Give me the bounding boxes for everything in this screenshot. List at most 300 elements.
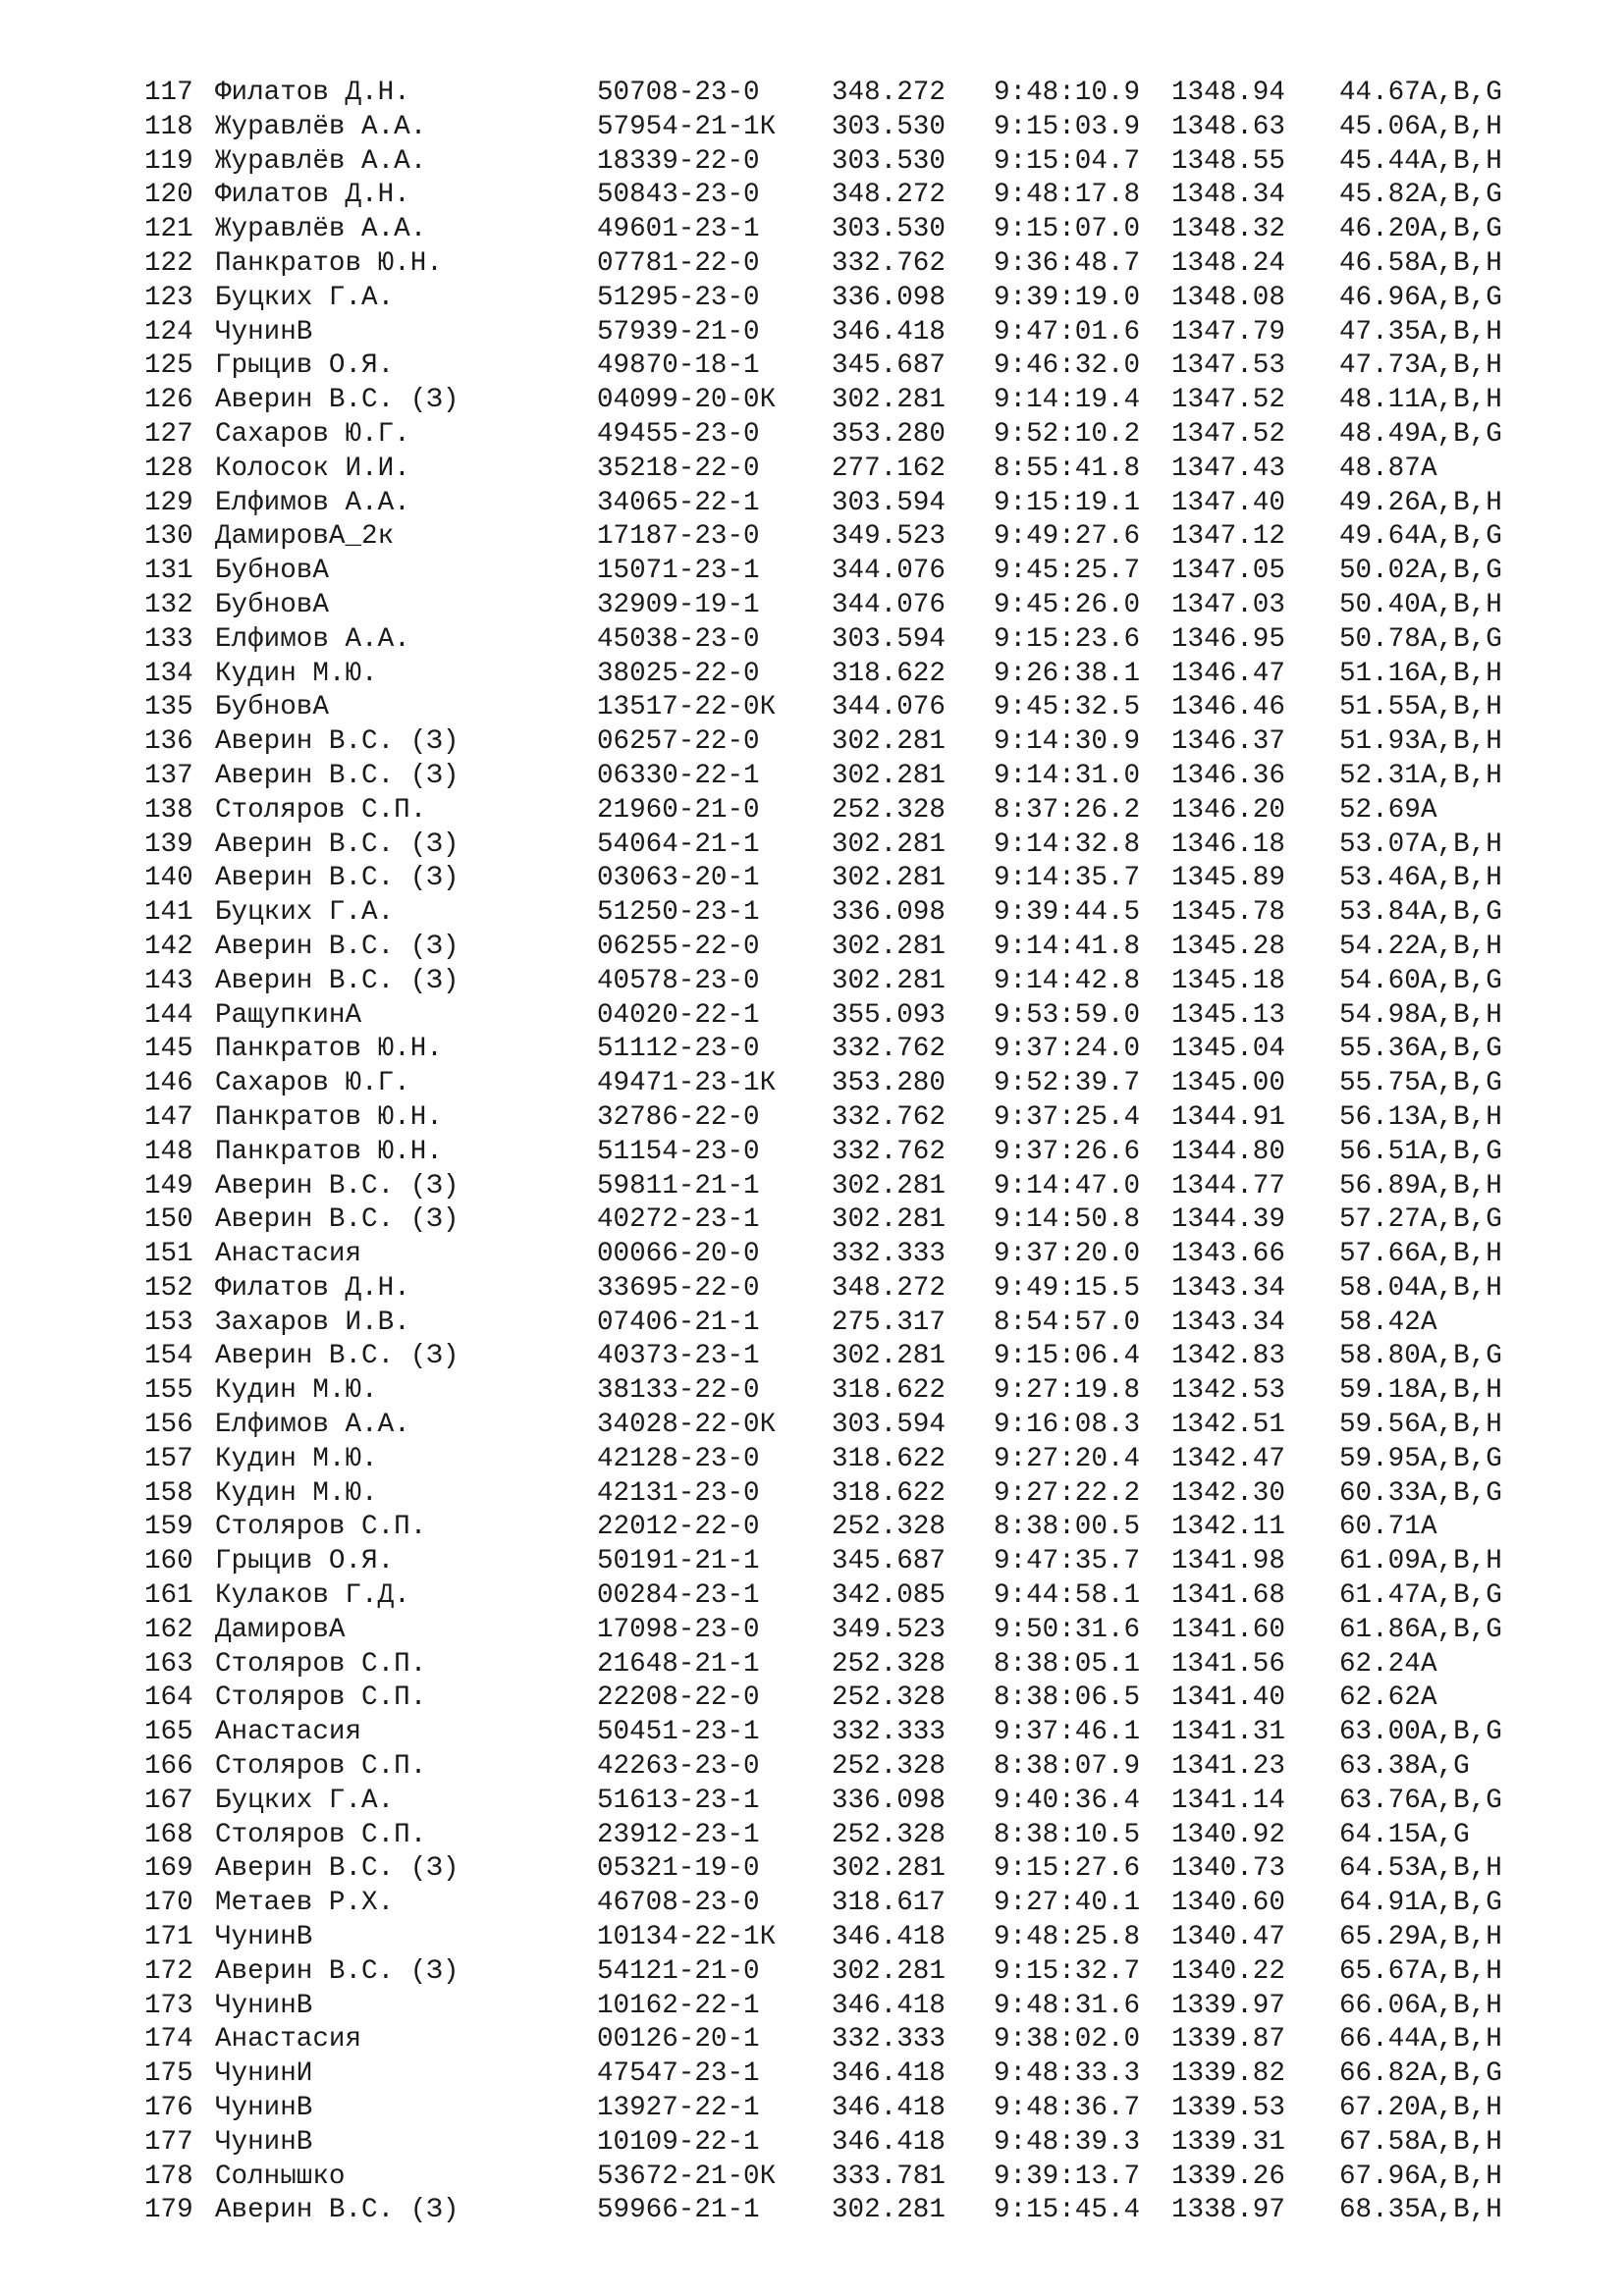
ring-number: 21648-21-1 [597, 1648, 760, 1680]
coefficient: 58.80 [1339, 1341, 1421, 1372]
fancier-name: Аверин В.С. (З) [215, 863, 460, 894]
ring-number: 49601-23-1 [597, 214, 760, 245]
categories: A,B,G [1421, 282, 1502, 313]
place-number: 133 [144, 623, 193, 655]
place-number: 166 [144, 1751, 193, 1783]
coefficient: 52.69 [1339, 794, 1421, 826]
speed: 1346.20 [1171, 794, 1285, 826]
distance: 349.523 [832, 521, 946, 553]
arrival-time: 9:14:50.8 [994, 1204, 1141, 1236]
fancier-name: Захаров И.В. [215, 1307, 410, 1338]
categories: A,B,H [1421, 487, 1502, 518]
ring-number: 18339-22-0 [597, 145, 760, 177]
place-number: 131 [144, 556, 193, 587]
speed: 1341.56 [1171, 1648, 1285, 1680]
result-row [144, 589, 1558, 623]
speed: 1347.52 [1171, 385, 1285, 416]
result-row [144, 2092, 1558, 2126]
fancier-name: Филатов Д.Н. [215, 180, 410, 211]
categories: A,B,H [1421, 316, 1502, 347]
speed: 1343.66 [1171, 1239, 1285, 1270]
place-number: 132 [144, 589, 193, 620]
coefficient: 55.75 [1339, 1068, 1421, 1099]
fancier-name: ДамировА_2к [215, 521, 395, 553]
result-row [144, 213, 1558, 247]
distance: 332.762 [832, 247, 946, 279]
result-row [144, 349, 1558, 384]
ring-number: 49870-18-1 [597, 350, 760, 382]
arrival-time: 8:37:26.2 [994, 794, 1141, 826]
ring-number: 40272-23-1 [597, 1204, 760, 1236]
arrival-time: 8:54:57.0 [994, 1307, 1141, 1338]
categories: A,B,H [1421, 726, 1502, 758]
arrival-time: 9:49:27.6 [994, 521, 1141, 553]
coefficient: 65.29 [1339, 1922, 1421, 1953]
coefficient: 51.55 [1339, 692, 1421, 723]
result-row [144, 931, 1558, 965]
coefficient: 46.58 [1339, 247, 1421, 279]
speed: 1348.34 [1171, 180, 1285, 211]
categories: A,B,H [1421, 1546, 1502, 1577]
categories: A,B,H [1421, 1170, 1502, 1201]
speed: 1344.77 [1171, 1170, 1285, 1201]
distance: 302.281 [832, 1955, 946, 1987]
speed: 1341.23 [1171, 1751, 1285, 1783]
coefficient: 45.44 [1339, 145, 1421, 177]
fancier-name: Аверин В.С. (З) [215, 726, 460, 758]
place-number: 160 [144, 1546, 193, 1577]
coefficient: 49.26 [1339, 487, 1421, 518]
fancier-name: Журавлёв А.А. [215, 145, 427, 177]
categories: A,B,G [1421, 521, 1502, 553]
ring-number: 54064-21-1 [597, 828, 760, 860]
place-number: 178 [144, 2161, 193, 2192]
place-number: 127 [144, 418, 193, 450]
speed: 1345.13 [1171, 999, 1285, 1031]
speed: 1339.97 [1171, 1990, 1285, 2021]
distance: 348.272 [832, 180, 946, 211]
speed: 1344.39 [1171, 1204, 1285, 1236]
place-number: 171 [144, 1922, 193, 1953]
categories: A,B,G [1421, 1136, 1502, 1167]
ring-number: 10162-22-1 [597, 1990, 760, 2021]
result-row [144, 1819, 1558, 1853]
fancier-name: Буцких Г.А. [215, 897, 395, 929]
result-row [144, 794, 1558, 828]
distance: 252.328 [832, 794, 946, 826]
result-row [144, 145, 1558, 180]
coefficient: 46.96 [1339, 282, 1421, 313]
ring-number: 57939-21-0 [597, 316, 760, 347]
categories: A,B,G [1421, 965, 1502, 996]
ring-number: 38025-22-0 [597, 658, 760, 689]
result-row [144, 316, 1558, 350]
distance: 346.418 [832, 316, 946, 347]
arrival-time: 9:48:10.9 [994, 78, 1141, 108]
place-number: 119 [144, 145, 193, 177]
ring-number: 21960-21-0 [597, 794, 760, 826]
categories: A,B,H [1421, 2024, 1502, 2056]
fancier-name: Журавлёв А.А. [215, 111, 427, 142]
speed: 1348.55 [1171, 145, 1285, 177]
coefficient: 56.51 [1339, 1136, 1421, 1167]
ring-number: 51295-23-0 [597, 282, 760, 313]
arrival-time: 9:15:07.0 [994, 214, 1141, 245]
speed: 1346.37 [1171, 726, 1285, 758]
fancier-name: ЧунинИ [215, 2058, 313, 2090]
ring-number: 34028-22-0К [597, 1410, 777, 1441]
arrival-time: 9:16:08.3 [994, 1410, 1141, 1441]
arrival-time: 9:27:20.4 [994, 1443, 1141, 1474]
arrival-time: 9:45:26.0 [994, 589, 1141, 620]
distance: 346.418 [832, 1922, 946, 1953]
place-number: 163 [144, 1648, 193, 1680]
place-number: 173 [144, 1990, 193, 2021]
speed: 1346.46 [1171, 692, 1285, 723]
fancier-name: Столяров С.П. [215, 1819, 427, 1850]
arrival-time: 9:47:35.7 [994, 1546, 1141, 1577]
result-row [144, 384, 1558, 418]
result-row [144, 1374, 1558, 1409]
ring-number: 17098-23-0 [597, 1614, 760, 1645]
speed: 1339.87 [1171, 2024, 1285, 2056]
speed: 1339.82 [1171, 2058, 1285, 2090]
distance: 346.418 [832, 2093, 946, 2124]
arrival-time: 9:39:44.5 [994, 897, 1141, 929]
fancier-name: Елфимов А.А. [215, 487, 410, 518]
arrival-time: 9:46:32.0 [994, 350, 1141, 382]
distance: 336.098 [832, 897, 946, 929]
place-number: 159 [144, 1512, 193, 1543]
ring-number: 15071-23-1 [597, 556, 760, 587]
categories: A,B,G [1421, 1443, 1502, 1474]
fancier-name: Сахаров Ю.Г. [215, 418, 410, 450]
arrival-time: 9:37:20.0 [994, 1239, 1141, 1270]
place-number: 124 [144, 316, 193, 347]
categories: A,B,G [1421, 1580, 1502, 1612]
ring-number: 34065-22-1 [597, 487, 760, 518]
speed: 1347.40 [1171, 487, 1285, 518]
coefficient: 61.47 [1339, 1580, 1421, 1612]
distance: 332.333 [832, 1717, 946, 1748]
coefficient: 66.82 [1339, 2058, 1421, 2090]
distance: 302.281 [832, 863, 946, 894]
speed: 1342.51 [1171, 1410, 1285, 1441]
speed: 1342.83 [1171, 1341, 1285, 1372]
result-row [144, 1716, 1558, 1750]
result-row [144, 1785, 1558, 1819]
result-row [144, 1511, 1558, 1545]
result-row [144, 1545, 1558, 1579]
speed: 1341.60 [1171, 1614, 1285, 1645]
arrival-time: 9:37:25.4 [994, 1101, 1141, 1133]
ring-number: 51112-23-0 [597, 1034, 760, 1065]
place-number: 151 [144, 1239, 193, 1270]
arrival-time: 9:48:17.8 [994, 180, 1141, 211]
fancier-name: Анастасия [215, 2024, 362, 2056]
fancier-name: ЧунинВ [215, 2093, 313, 2124]
speed: 1348.94 [1171, 78, 1285, 108]
place-number: 158 [144, 1477, 193, 1509]
place-number: 164 [144, 1682, 193, 1714]
speed: 1340.60 [1171, 1888, 1285, 1919]
coefficient: 58.42 [1339, 1307, 1421, 1338]
result-row [144, 1648, 1558, 1682]
arrival-time: 9:14:30.9 [994, 726, 1141, 758]
speed: 1340.92 [1171, 1819, 1285, 1850]
categories: A,B,G [1421, 556, 1502, 587]
speed: 1342.47 [1171, 1443, 1285, 1474]
coefficient: 67.96 [1339, 2161, 1421, 2192]
place-number: 149 [144, 1170, 193, 1201]
ring-number: 42128-23-0 [597, 1443, 760, 1474]
speed: 1340.73 [1171, 1853, 1285, 1885]
coefficient: 54.98 [1339, 999, 1421, 1031]
place-number: 117 [144, 78, 193, 108]
arrival-time: 9:15:06.4 [994, 1341, 1141, 1372]
speed: 1346.36 [1171, 760, 1285, 791]
speed: 1339.26 [1171, 2161, 1285, 2192]
result-row [144, 896, 1558, 931]
ring-number: 06255-22-0 [597, 931, 760, 962]
categories: A,G [1421, 1751, 1470, 1783]
result-row [144, 2126, 1558, 2161]
distance: 332.762 [832, 1136, 946, 1167]
distance: 252.328 [832, 1512, 946, 1543]
result-row [144, 1238, 1558, 1272]
arrival-time: 9:15:23.6 [994, 623, 1141, 655]
place-number: 130 [144, 521, 193, 553]
ring-number: 22208-22-0 [597, 1682, 760, 1714]
ring-number: 40578-23-0 [597, 965, 760, 996]
place-number: 139 [144, 828, 193, 860]
arrival-time: 8:38:00.5 [994, 1512, 1141, 1543]
categories: A [1421, 1307, 1437, 1338]
distance: 302.281 [832, 1341, 946, 1372]
place-number: 125 [144, 350, 193, 382]
ring-number: 49455-23-0 [597, 418, 760, 450]
place-number: 144 [144, 999, 193, 1031]
coefficient: 54.22 [1339, 931, 1421, 962]
categories: A,B,H [1421, 1375, 1502, 1407]
categories: A,B,G [1421, 623, 1502, 655]
ring-number: 33695-22-0 [597, 1272, 760, 1304]
speed: 1344.80 [1171, 1136, 1285, 1167]
place-number: 162 [144, 1614, 193, 1645]
coefficient: 59.18 [1339, 1375, 1421, 1407]
ring-number: 42131-23-0 [597, 1477, 760, 1509]
speed: 1345.04 [1171, 1034, 1285, 1065]
arrival-time: 9:38:02.0 [994, 2024, 1141, 2056]
place-number: 135 [144, 692, 193, 723]
fancier-name: Солнышко [215, 2161, 346, 2192]
place-number: 167 [144, 1785, 193, 1816]
fancier-name: ЧунинВ [215, 316, 313, 347]
coefficient: 62.62 [1339, 1682, 1421, 1714]
fancier-name: Филатов Д.Н. [215, 1272, 410, 1304]
speed: 1348.63 [1171, 111, 1285, 142]
categories: A,B,H [1421, 247, 1502, 279]
fancier-name: Столяров С.П. [215, 1648, 427, 1680]
ring-number: 03063-20-1 [597, 863, 760, 894]
ring-number: 42263-23-0 [597, 1751, 760, 1783]
result-row [144, 999, 1558, 1034]
fancier-name: Кулаков Г.Д. [215, 1580, 410, 1612]
distance: 318.622 [832, 1375, 946, 1407]
ring-number: 51250-23-1 [597, 897, 760, 929]
coefficient: 53.07 [1339, 828, 1421, 860]
result-row [144, 1579, 1558, 1614]
result-row [144, 1136, 1558, 1170]
fancier-name: Кудин М.Ю. [215, 658, 378, 689]
distance: 302.281 [832, 760, 946, 791]
categories: A,B,H [1421, 145, 1502, 177]
arrival-time: 8:38:07.9 [994, 1751, 1141, 1783]
fancier-name: Панкратов Ю.Н. [215, 1034, 443, 1065]
place-number: 140 [144, 863, 193, 894]
place-number: 175 [144, 2058, 193, 2090]
coefficient: 57.27 [1339, 1204, 1421, 1236]
fancier-name: Аверин В.С. (З) [215, 760, 460, 791]
coefficient: 60.71 [1339, 1512, 1421, 1543]
speed: 1347.05 [1171, 556, 1285, 587]
categories: A,B,H [1421, 828, 1502, 860]
distance: 302.281 [832, 385, 946, 416]
distance: 344.076 [832, 589, 946, 620]
result-row [144, 282, 1558, 316]
categories: A,B,H [1421, 1272, 1502, 1304]
result-row [144, 555, 1558, 589]
result-row [144, 1750, 1558, 1785]
place-number: 143 [144, 965, 193, 996]
place-number: 118 [144, 111, 193, 142]
place-number: 154 [144, 1341, 193, 1372]
fancier-name: Колосок И.И. [215, 453, 410, 484]
categories: A,B,H [1421, 1101, 1502, 1133]
arrival-time: 9:48:33.3 [994, 2058, 1141, 2090]
distance: 275.317 [832, 1307, 946, 1338]
result-row [144, 1170, 1558, 1204]
place-number: 179 [144, 2195, 193, 2226]
arrival-time: 9:39:13.7 [994, 2161, 1141, 2192]
distance: 303.594 [832, 623, 946, 655]
coefficient: 66.06 [1339, 1990, 1421, 2021]
categories: A,B,H [1421, 2093, 1502, 2124]
ring-number: 32786-22-0 [597, 1101, 760, 1133]
result-row [144, 760, 1558, 794]
fancier-name: Аверин В.С. (З) [215, 931, 460, 962]
arrival-time: 9:15:19.1 [994, 487, 1141, 518]
result-row [144, 520, 1558, 555]
fancier-name: Панкратов Ю.Н. [215, 1101, 443, 1133]
result-row [144, 1477, 1558, 1512]
speed: 1341.98 [1171, 1546, 1285, 1577]
arrival-time: 8:38:10.5 [994, 1819, 1141, 1850]
distance: 346.418 [832, 1990, 946, 2021]
categories: A,G [1421, 1819, 1470, 1850]
distance: 303.594 [832, 1410, 946, 1441]
coefficient: 51.93 [1339, 726, 1421, 758]
distance: 277.162 [832, 453, 946, 484]
categories: A [1421, 453, 1437, 484]
arrival-time: 9:40:36.4 [994, 1785, 1141, 1816]
result-row [144, 418, 1558, 453]
coefficient: 56.13 [1339, 1101, 1421, 1133]
coefficient: 48.11 [1339, 385, 1421, 416]
place-number: 121 [144, 214, 193, 245]
ring-number: 06330-22-1 [597, 760, 760, 791]
distance: 303.594 [832, 487, 946, 518]
ring-number: 40373-23-1 [597, 1341, 760, 1372]
ring-number: 59811-21-1 [597, 1170, 760, 1201]
result-row [144, 487, 1558, 521]
distance: 302.281 [832, 965, 946, 996]
fancier-name: Аверин В.С. (З) [215, 828, 460, 860]
speed: 1346.95 [1171, 623, 1285, 655]
coefficient: 68.35 [1339, 2195, 1421, 2226]
result-row [144, 1067, 1558, 1101]
ring-number: 10109-22-1 [597, 2126, 760, 2158]
fancier-name: РащупкинА [215, 999, 362, 1031]
ring-number: 50843-23-0 [597, 180, 760, 211]
fancier-name: Филатов Д.Н. [215, 78, 410, 108]
coefficient: 50.02 [1339, 556, 1421, 587]
place-number: 174 [144, 2024, 193, 2056]
categories: A,B,H [1421, 1922, 1502, 1953]
ring-number: 35218-22-0 [597, 453, 760, 484]
fancier-name: Столяров С.П. [215, 1512, 427, 1543]
place-number: 122 [144, 247, 193, 279]
ring-number: 13517-22-0К [597, 692, 777, 723]
distance: 344.076 [832, 692, 946, 723]
ring-number: 51154-23-0 [597, 1136, 760, 1167]
arrival-time: 9:14:42.8 [994, 965, 1141, 996]
coefficient: 64.15 [1339, 1819, 1421, 1850]
distance: 344.076 [832, 556, 946, 587]
place-number: 137 [144, 760, 193, 791]
result-row [144, 965, 1558, 999]
ring-number: 32909-19-1 [597, 589, 760, 620]
distance: 302.281 [832, 931, 946, 962]
arrival-time: 9:27:19.8 [994, 1375, 1141, 1407]
ring-number: 04020-22-1 [597, 999, 760, 1031]
distance: 252.328 [832, 1648, 946, 1680]
distance: 252.328 [832, 1819, 946, 1850]
place-number: 153 [144, 1307, 193, 1338]
speed: 1342.30 [1171, 1477, 1285, 1509]
distance: 302.281 [832, 1853, 946, 1885]
place-number: 168 [144, 1819, 193, 1850]
categories: A,B,G [1421, 1717, 1502, 1748]
coefficient: 67.58 [1339, 2126, 1421, 2158]
distance: 332.333 [832, 1239, 946, 1270]
speed: 1339.31 [1171, 2126, 1285, 2158]
coefficient: 47.73 [1339, 350, 1421, 382]
fancier-name: Буцких Г.А. [215, 1785, 395, 1816]
ring-number: 38133-22-0 [597, 1375, 760, 1407]
categories: A,B,G [1421, 1614, 1502, 1645]
result-row [144, 1033, 1558, 1067]
result-row [144, 1409, 1558, 1443]
fancier-name: Аверин В.С. (З) [215, 1204, 460, 1236]
speed: 1348.08 [1171, 282, 1285, 313]
place-number: 141 [144, 897, 193, 929]
distance: 318.617 [832, 1888, 946, 1919]
arrival-time: 9:14:35.7 [994, 863, 1141, 894]
categories: A,B,H [1421, 760, 1502, 791]
speed: 1347.03 [1171, 589, 1285, 620]
result-row [144, 1272, 1558, 1307]
